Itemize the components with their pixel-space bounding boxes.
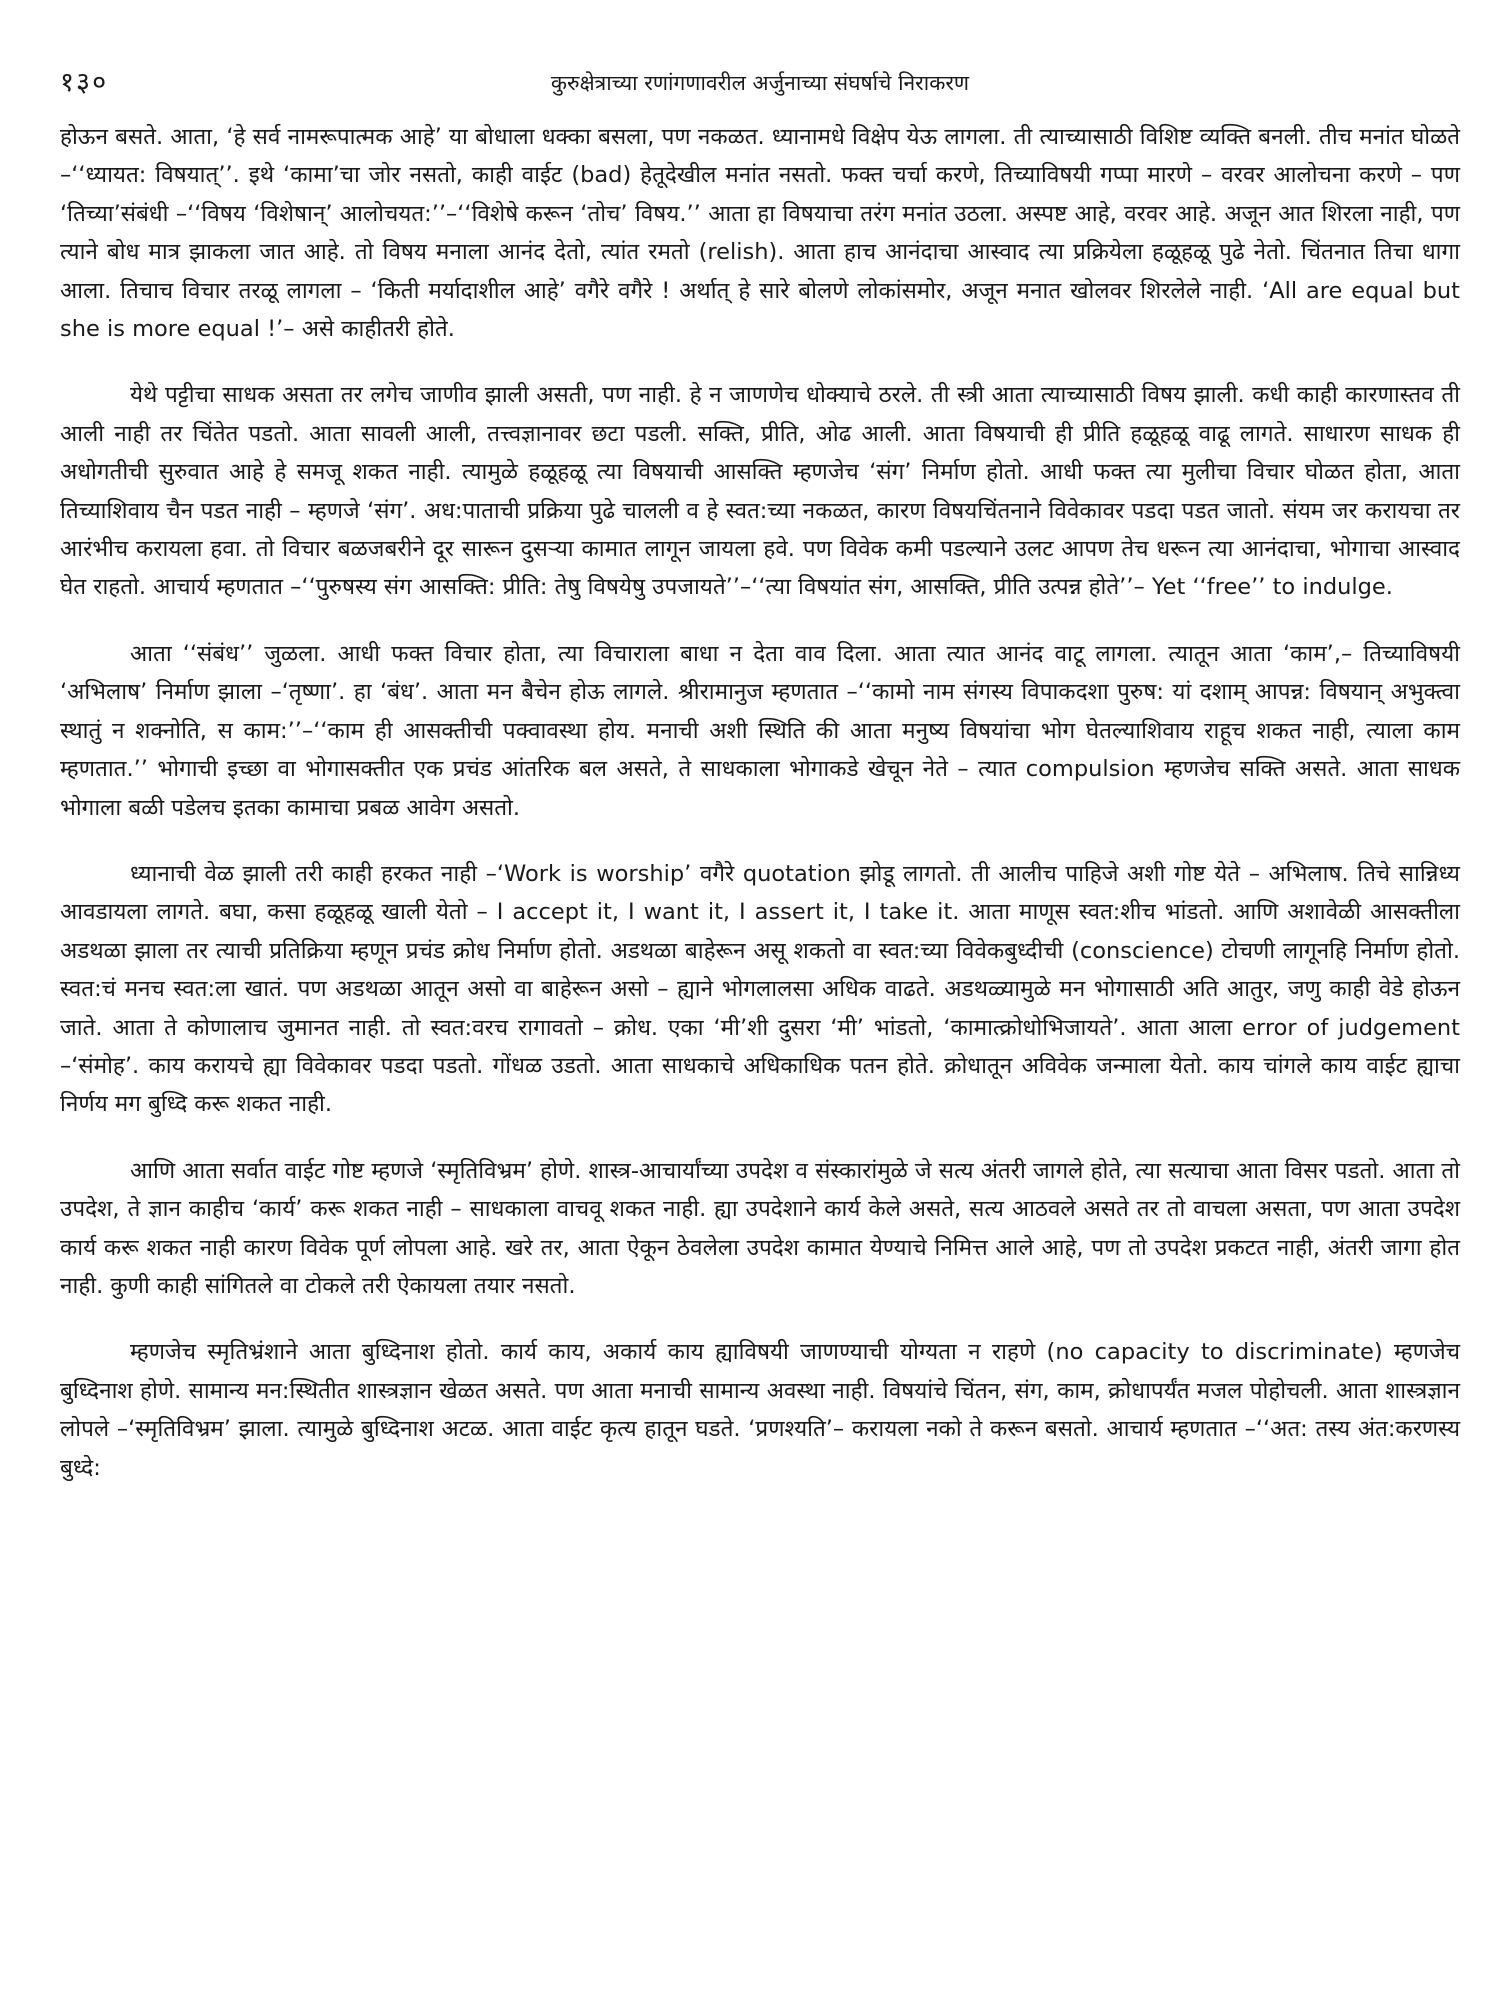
page-number: १३० bbox=[60, 67, 109, 98]
running-head bbox=[60, 66, 1460, 118]
paragraph-2: येथे पट्टीचा साधक असता तर लगेच जाणीव झाली असती, पण नाही. हे न जाणणेच धोक्याचे ठरले. ती स्त्री आता त्याच्यासाठी विषय झाली. कधी काही कारणास्तव ती आली नाही तर चिंतेत पडतो. आता सावली आली, तत्त्वज्ञानावर छटा पडली. सक्ति, प्रीति, ओढ आली. आता विषयाची ही प्रीति हळूहळू वाढू लागते. साधारण साधक ही अधोगतीची सुरुवात आहे हे समजू शकत नाही. त्यामुळे हळूहळू त्या विषयाची आसक्ति म्हणजेच ‘संग’ निर्माण होतो. आधी फक्त त्या मुलीचा विचार घोळत होता, आता तिच्याशिवाय चैन पडत नाही – म्हणजे ‘संग’. अध:पाताची प्रक्रिया पुढे चालली व हे स्वत:च्या नकळत, कारण विषयचिंतनाने विवेकावर पडदा पडत जातो. संयम जर करायचा तर आरंभीच करायला हवा. तो विचार बळजबरीने दूर सारून दुसऱ्या कामात लागून जायला हवे. पण विवेक कमी पडल्याने उलट आपण तेच धरून त्या आनंदाचा, भोगाचा आस्वाद घेत राहतो. आचार्य म्हणतात –‘‘पुरुषस्य संग आसक्ति: प्रीति: तेषु विषयेषु उपजायते’’–‘‘त्या विषयांत संग, आसक्ति, प्रीति उत्पन्न होते’’– Yet ‘‘free’’ to indulge. bbox=[60, 382, 1460, 601]
book-page bbox=[60, 66, 1460, 1966]
paragraph-5: आणि आता सर्वात वाईट गोष्ट म्हणजे ‘स्मृतिविभ्रम’ होणे. शास्त्र-आचार्यांच्या उपदेश व संस्कारांमुळे जे सत्य अंतरी जागले होते, त्या सत्याचा आता विसर पडतो. आता तो उपदेश, ते ज्ञान काहीच ‘कार्य’ करू शकत नाही – साधकाला वाचवू शकत नाही. ह्या उपदेशाने कार्य केले असते, सत्य आठवले असते तर तो वाचला असता, पण आता उपदेश कार्य करू शकत नाही कारण विवेक पूर्ण लोपला आहे. खरे तर, आता ऐकून ठेवलेला उपदेश कामात येण्याचे निमित्त आले आहे, पण तो उपदेश प्रकटत नाही, अंतरी जागा होत नाही. कुणी काही सांगितले वा टोकले तरी ऐकायला तयार नसतो. bbox=[60, 1157, 1460, 1299]
paragraph-1: होऊन बसते. आता, ‘हे सर्व नामरूपात्मक आहे’ या बोधाला धक्का बसला, पण नकळत. ध्यानामधे विक्षेप येऊ लागला. ती त्याच्यासाठी विशिष्ट व्यक्ति बनली. तीच मनांत घोळते –‘‘ध्यायत: विषयात्’’. इथे ‘कामा’चा जोर नसतो, काही वाईट (bad) हेतूदेखील मनांत नसतो. फक्त चर्चा करणे, तिच्याविषयी गप्पा मारणे – वरवर आलोचना करणे – पण ‘तिच्या’संबंधी –‘‘विषय ‘विशेषान्’ आलोचयत:’’–‘‘विशेषे करून ‘तोच’ विषय.’’ आता हा विषयाचा तरंग मनांत उठला. अस्पष्ट आहे, वरवर आहे. अजून आत शिरला नाही, पण त्याने बोध मात्र झाकला जात आहे. तो विषय मनाला आनंद देतो, त्यांत रमतो (relish). आता हाच आनंदाचा आस्वाद त्या प्रक्रियेला हळूहळू पुढे नेतो. चिंतनात तिचा धागा आला. तिचाच विचार तरळू लागला – ‘किती मर्यादाशील आहे’ वगैरे वगैरे ! अर्थात् हे सारे बोलणे लोकांसमोर, अजून मनात खोलवर शिरलेले नाही. ‘All are equal but she is more equal !’– असे काहीतरी होते. bbox=[60, 124, 1460, 343]
book-title: कुरुक्षेत्राच्या रणांगणावरील अर्जुनाच्या संघर्षाचे निराकरण bbox=[550, 71, 970, 95]
paragraph-6: म्हणजेच स्मृतिभ्रंशाने आता बुध्दिनाश होतो. कार्य काय, अकार्य काय ह्याविषयी जाणण्याची योग्यता न राहणे (no capacity to discriminate) म्हणजेच बुध्दिनाश होणे. सामान्य मन:स्थितीत शास्त्रज्ञान खेळत असते. पण आता मनाची सामान्य अवस्था नाही. विषयांचे चिंतन, संग, काम, क्रोधापर्यंत मजल पोहोचली. आता शास्त्रज्ञान लोपले –‘स्मृतिविभ्रम’ झाला. त्यामुळे बुध्दिनाश अटळ. आता वाईट कृत्य हातून घडते. ‘प्रणश्यति’– करायला नको ते करून बसतो. आचार्य म्हणतात –‘‘अत: तस्य अंत:करणस्य बुध्दे: bbox=[60, 1339, 1460, 1481]
paragraph-3: आता ‘‘संबंध’’ जुळला. आधी फक्त विचार होता, त्या विचाराला बाधा न देता वाव दिला. आता त्यात आनंद वाटू लागला. त्यातून आता ‘काम’,– तिच्याविषयी ‘अभिलाष’ निर्माण झाला –‘तृष्णा’. हा ‘बंध’. आता मन बैचेन होऊ लागले. श्रीरामानुज म्हणतात –‘‘कामो नाम संगस्य विपाकदशा पुरुष: यां दशाम् आपन्न: विषयान् अभुक्त्वा स्थातुं न शक्नोति, स काम:’’–‘‘काम ही आसक्तीची पक्वावस्था होय. मनाची अशी स्थिति की आता मनुष्य विषयांचा भोग घेतल्याशिवाय राहूच शकत नाही, त्याला काम म्हणतात.’’ भोगाची इच्छा वा भोगासक्तीत एक प्रचंड आंतरिक बल असते, ते साधकाला भोगाकडे खेचून नेते – त्यात compulsion म्हणजेच सक्ति असते. आता साधक भोगाला बळी पडेलच इतका कामाचा प्रबळ आवेग असतो. bbox=[60, 640, 1460, 821]
paragraph-4: ध्यानाची वेळ झाली तरी काही हरकत नाही –‘Work is worship’ वगैरे quotation झोडू लागतो. ती आलीच पाहिजे अशी गोष्ट येते – अभिलाष. तिचे सान्निध्य आवडायला लागते. बघा, कसा हळूहळू खाली येतो – I accept it, I want it, I assert it, I take it. आता माणूस स्वत:शीच भांडतो. आणि अशावेळी आसक्तीला अडथळा झाला तर त्याची प्रतिक्रिया म्हणून प्रचंड क्रोध निर्माण होतो. अडथळा बाहेरून असू शकतो वा स्वत:च्या विवेकबुध्दीची (conscience) टोचणी लागूनहि निर्माण होतो. स्वत:चं मनच स्वत:ला खातं. पण अडथळा आतून असो वा बाहेरून असो – ह्याने भोगलालसा अधिक वाढते. अडथळ्यामुळे मन भोगासाठी अति आतुर, जणु काही वेडे होऊन जाते. आता ते कोणालाच जुमानत नाही. तो स्वत:वरच रागावतो – क्रोध. एका ‘मी’शी दुसरा ‘मी’ भांडतो, ‘कामात्क्रोधोभिजायते’. आता आला error of judgement –‘संमोह’. काय करायचे ह्या विवेकावर पडदा पडतो. गोंधळ उडतो. आता साधकाचे अधिकाधिक पतन होते. क्रोधातून अविवेक जन्माला येतो. काय चांगले काय वाईट ह्याचा निर्णय मग बुध्दि करू शकत नाही. bbox=[60, 860, 1460, 1118]
body-text bbox=[60, 118, 1460, 1487]
